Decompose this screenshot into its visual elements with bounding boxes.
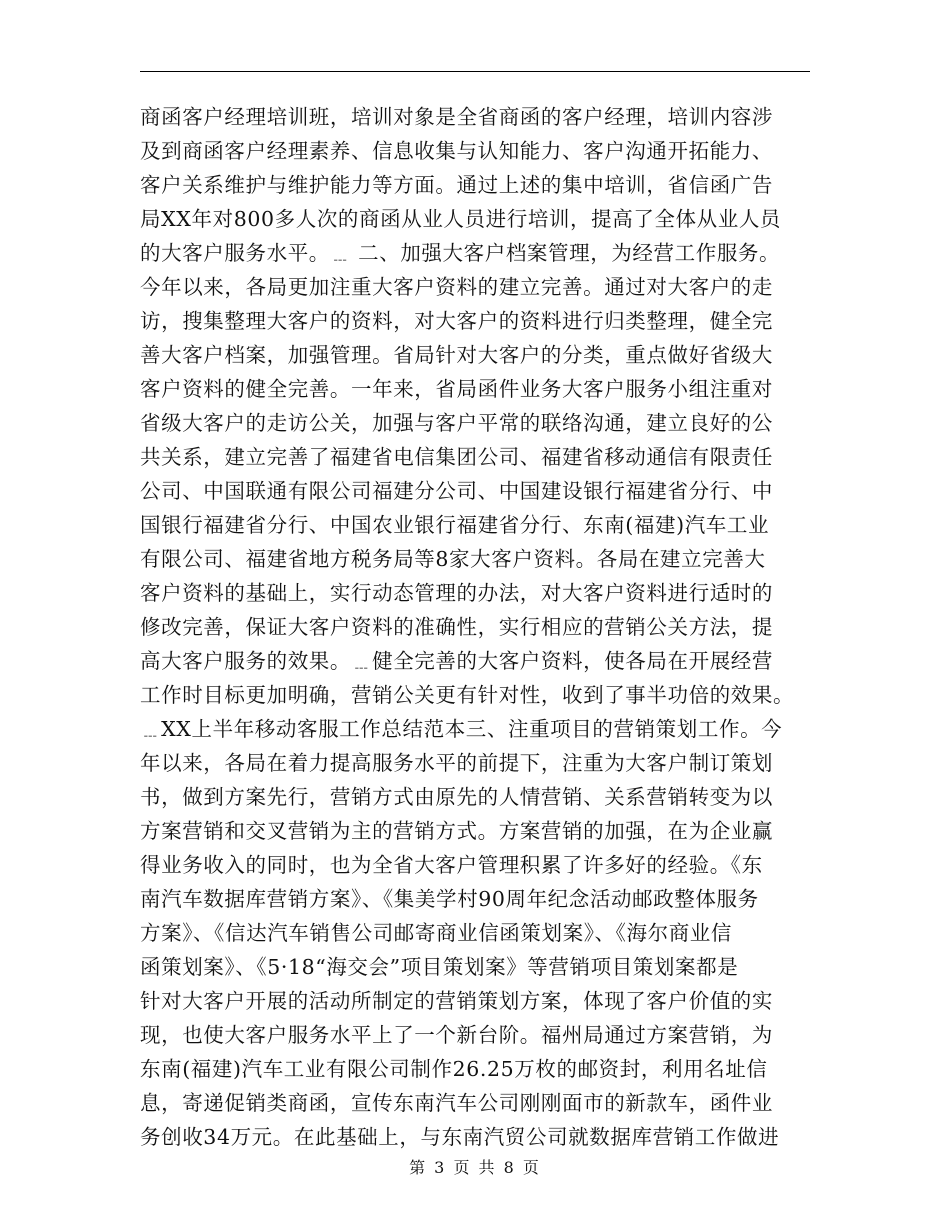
- text-line: 有限公司、福建省地方税务局等8家大客户资料。各局在建立完善大: [140, 547, 766, 571]
- text-line: 客户资料的健全完善。一年来，省局函件业务大客户服务小组注重对: [140, 377, 773, 401]
- text-line: 南汽车数据库营销方案》、《集美学村90周年纪念活动邮政整体服务: [140, 887, 759, 911]
- text-line: 务创收34万元。在此基础上，与东南汽贸公司就数据库营销工作做进: [140, 1125, 780, 1149]
- text-line: 访，搜集整理大客户的资料，对大客户的资料进行归类整理，健全完: [140, 309, 773, 333]
- text-line: 方案营销和交叉营销为主的营销方式。方案营销的加强，在为企业赢: [140, 819, 773, 843]
- text-line: 年以来，各局在着力提高服务水平的前提下，注重为大客户制订策划: [140, 751, 773, 775]
- text-line: 方案》、《信达汽车销售公司邮寄商业信函策划案》、《海尔商业信: [140, 921, 732, 945]
- text-line: 函策划案》、《5·18“海交会”项目策划案》等营销项目策划案都是: [140, 955, 739, 979]
- header-rule: [140, 71, 810, 72]
- text-line: 的大客户服务水平。﹍ 二、加强大客户档案管理，为经营工作服务。: [140, 241, 781, 265]
- text-line: 得业务收入的同时，也为全省大客户管理积累了许多好的经验。《东: [140, 853, 763, 877]
- text-line: 修改完善，保证大客户资料的准确性，实行相应的营销公关方法，提: [140, 615, 773, 639]
- text-line: 国银行福建省分行、中国农业银行福建省分行、东南(福建)汽车工业: [140, 513, 770, 537]
- text-line: 局XX年对800多人次的商函从业人员进行培训，提高了全体从业人员: [140, 207, 782, 231]
- text-line: ﹍XX上半年移动客服工作总结范本三、注重项目的营销策划工作。今: [140, 717, 783, 741]
- text-line: 省级大客户的走访公关，加强与客户平常的联络沟通，建立良好的公: [140, 411, 773, 435]
- text-line: 今年以来，各局更加注重大客户资料的建立完善。通过对大客户的走: [140, 275, 773, 299]
- page-number-footer: 第 3 页 共 8 页: [409, 1158, 541, 1177]
- text-line: 公司、中国联通有限公司福建分公司、中国建设银行福建省分行、中: [140, 479, 773, 503]
- text-line: 善大客户档案，加强管理。省局针对大客户的分类，重点做好省级大: [140, 343, 773, 367]
- text-line: 商函客户经理培训班，培训对象是全省商函的客户经理，培训内容涉: [140, 105, 773, 129]
- text-line: 客户关系维护与维护能力等方面。通过上述的集中培训，省信函广告: [140, 173, 773, 197]
- text-line: 共关系，建立完善了福建省电信集团公司、福建省移动通信有限责任: [140, 445, 773, 469]
- text-line: 客户资料的基础上，实行动态管理的办法，对大客户资料进行适时的: [140, 581, 773, 605]
- text-line: 东南(福建)汽车工业有限公司制作26.25万枚的邮资封，利用名址信: [140, 1057, 768, 1081]
- text-line: 工作时目标更加明确，营销公关更有针对性，收到了事半功倍的效果。: [140, 683, 795, 707]
- text-line: 针对大客户开展的活动所制定的营销策划方案，体现了客户价值的实: [140, 989, 773, 1013]
- body-text: [140, 100, 812, 1154]
- text-line: 高大客户服务的效果。﹍健全完善的大客户资料，使各局在开展经营: [140, 649, 773, 673]
- text-line: 息，寄递促销类商函，宣传东南汽车公司刚刚面市的新款车，函件业: [140, 1091, 773, 1115]
- text-line: 书，做到方案先行，营销方式由原先的人情营销、关系营销转变为以: [140, 785, 773, 809]
- text-line: 现，也使大客户服务水平上了一个新台阶。福州局通过方案营销，为: [140, 1023, 773, 1047]
- text-line: 及到商函客户经理素养、信息收集与认知能力、客户沟通开拓能力、: [140, 139, 773, 163]
